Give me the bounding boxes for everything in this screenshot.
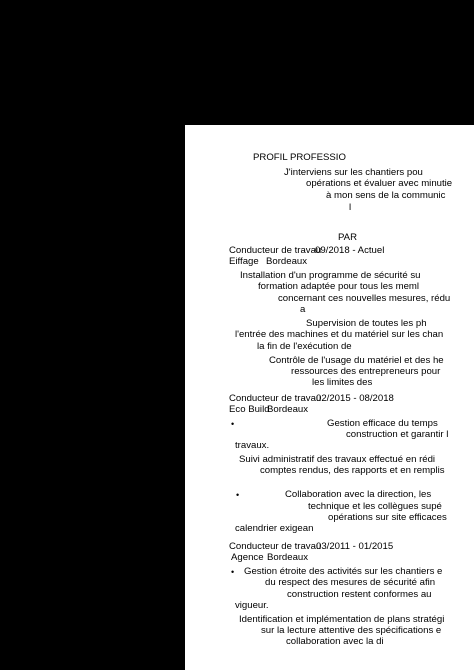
job-line: technique et les collègues supé [308,501,442,512]
job-line: Gestion étroite des activités sur les chantiers e [244,566,443,577]
job-dates: 03/2011 - 01/2015 [316,541,394,552]
job-title: Conducteur de travau [229,393,322,404]
job-city: Bordeaux [267,404,309,415]
job-line: les limites des [312,377,373,388]
job-line: formation adaptée pour tous les meml [258,281,420,292]
job-line: construction et garantir l [346,429,449,440]
job-line: Supervision de toutes les ph [306,318,427,329]
job-city: Bordeaux [267,552,309,563]
profile-heading: PROFIL PROFESSIO [253,152,346,163]
bullet-icon: • [231,419,235,429]
bullet-icon: • [231,567,235,577]
job-line: Contrôle de l'usage du matériel et des he [269,355,444,366]
job-line: Suivi administratif des travaux effectué en rédi [239,454,436,465]
document-page [185,125,474,670]
job-line: construction restent conformes au [287,589,432,600]
job-line: opérations sur site efficaces [328,512,447,523]
job-line: la fin de l'exécution de [257,341,352,352]
job-dates: 09/2018 - Actuel [315,245,385,256]
profile-line: opérations et évaluer avec minutie [306,178,453,189]
job-line: Gestion efficace du temps [327,418,438,429]
job-line: Identification et implémentation de plans stratégi [239,614,445,625]
job-line: ressources des entrepreneurs pour [291,366,441,377]
job-line: collaboration avec la di [286,636,384,647]
profile-line: à mon sens de la communic [326,190,446,201]
job-line: Installation d'un programme de sécurité su [240,270,421,281]
job-dates: 02/2015 - 08/2018 [316,393,394,404]
job-company: Eiffage [229,256,259,267]
section-heading: PAR [338,232,358,243]
profile-line: J'interviens sur les chantiers pou [284,167,423,178]
job-line: travaux. [235,440,270,451]
profile-line: l [349,202,352,213]
job-line: du respect des mesures de sécurité afin [265,577,436,588]
job-line: calendrier exigean [235,523,314,534]
job-title: Conducteur de travau [229,245,322,256]
job-line: comptes rendus, des rapports et en remplis [260,465,445,476]
job-line: concernant ces nouvelles mesures, rédu [278,293,451,304]
job-city: Bordeaux [266,256,308,267]
job-line: l'entrée des machines et du matériel sur les chan [235,329,444,340]
job-line: Collaboration avec la direction, les [285,489,432,500]
job-line: sur la lecture attentive des spécifications e [261,625,442,636]
job-line: vigueur. [235,600,269,611]
job-company: Agence [231,552,264,563]
bullet-icon: • [236,490,240,500]
job-line: a [300,304,306,315]
job-title: Conducteur de travau [229,541,322,552]
job-company: Eco Build [229,404,270,415]
